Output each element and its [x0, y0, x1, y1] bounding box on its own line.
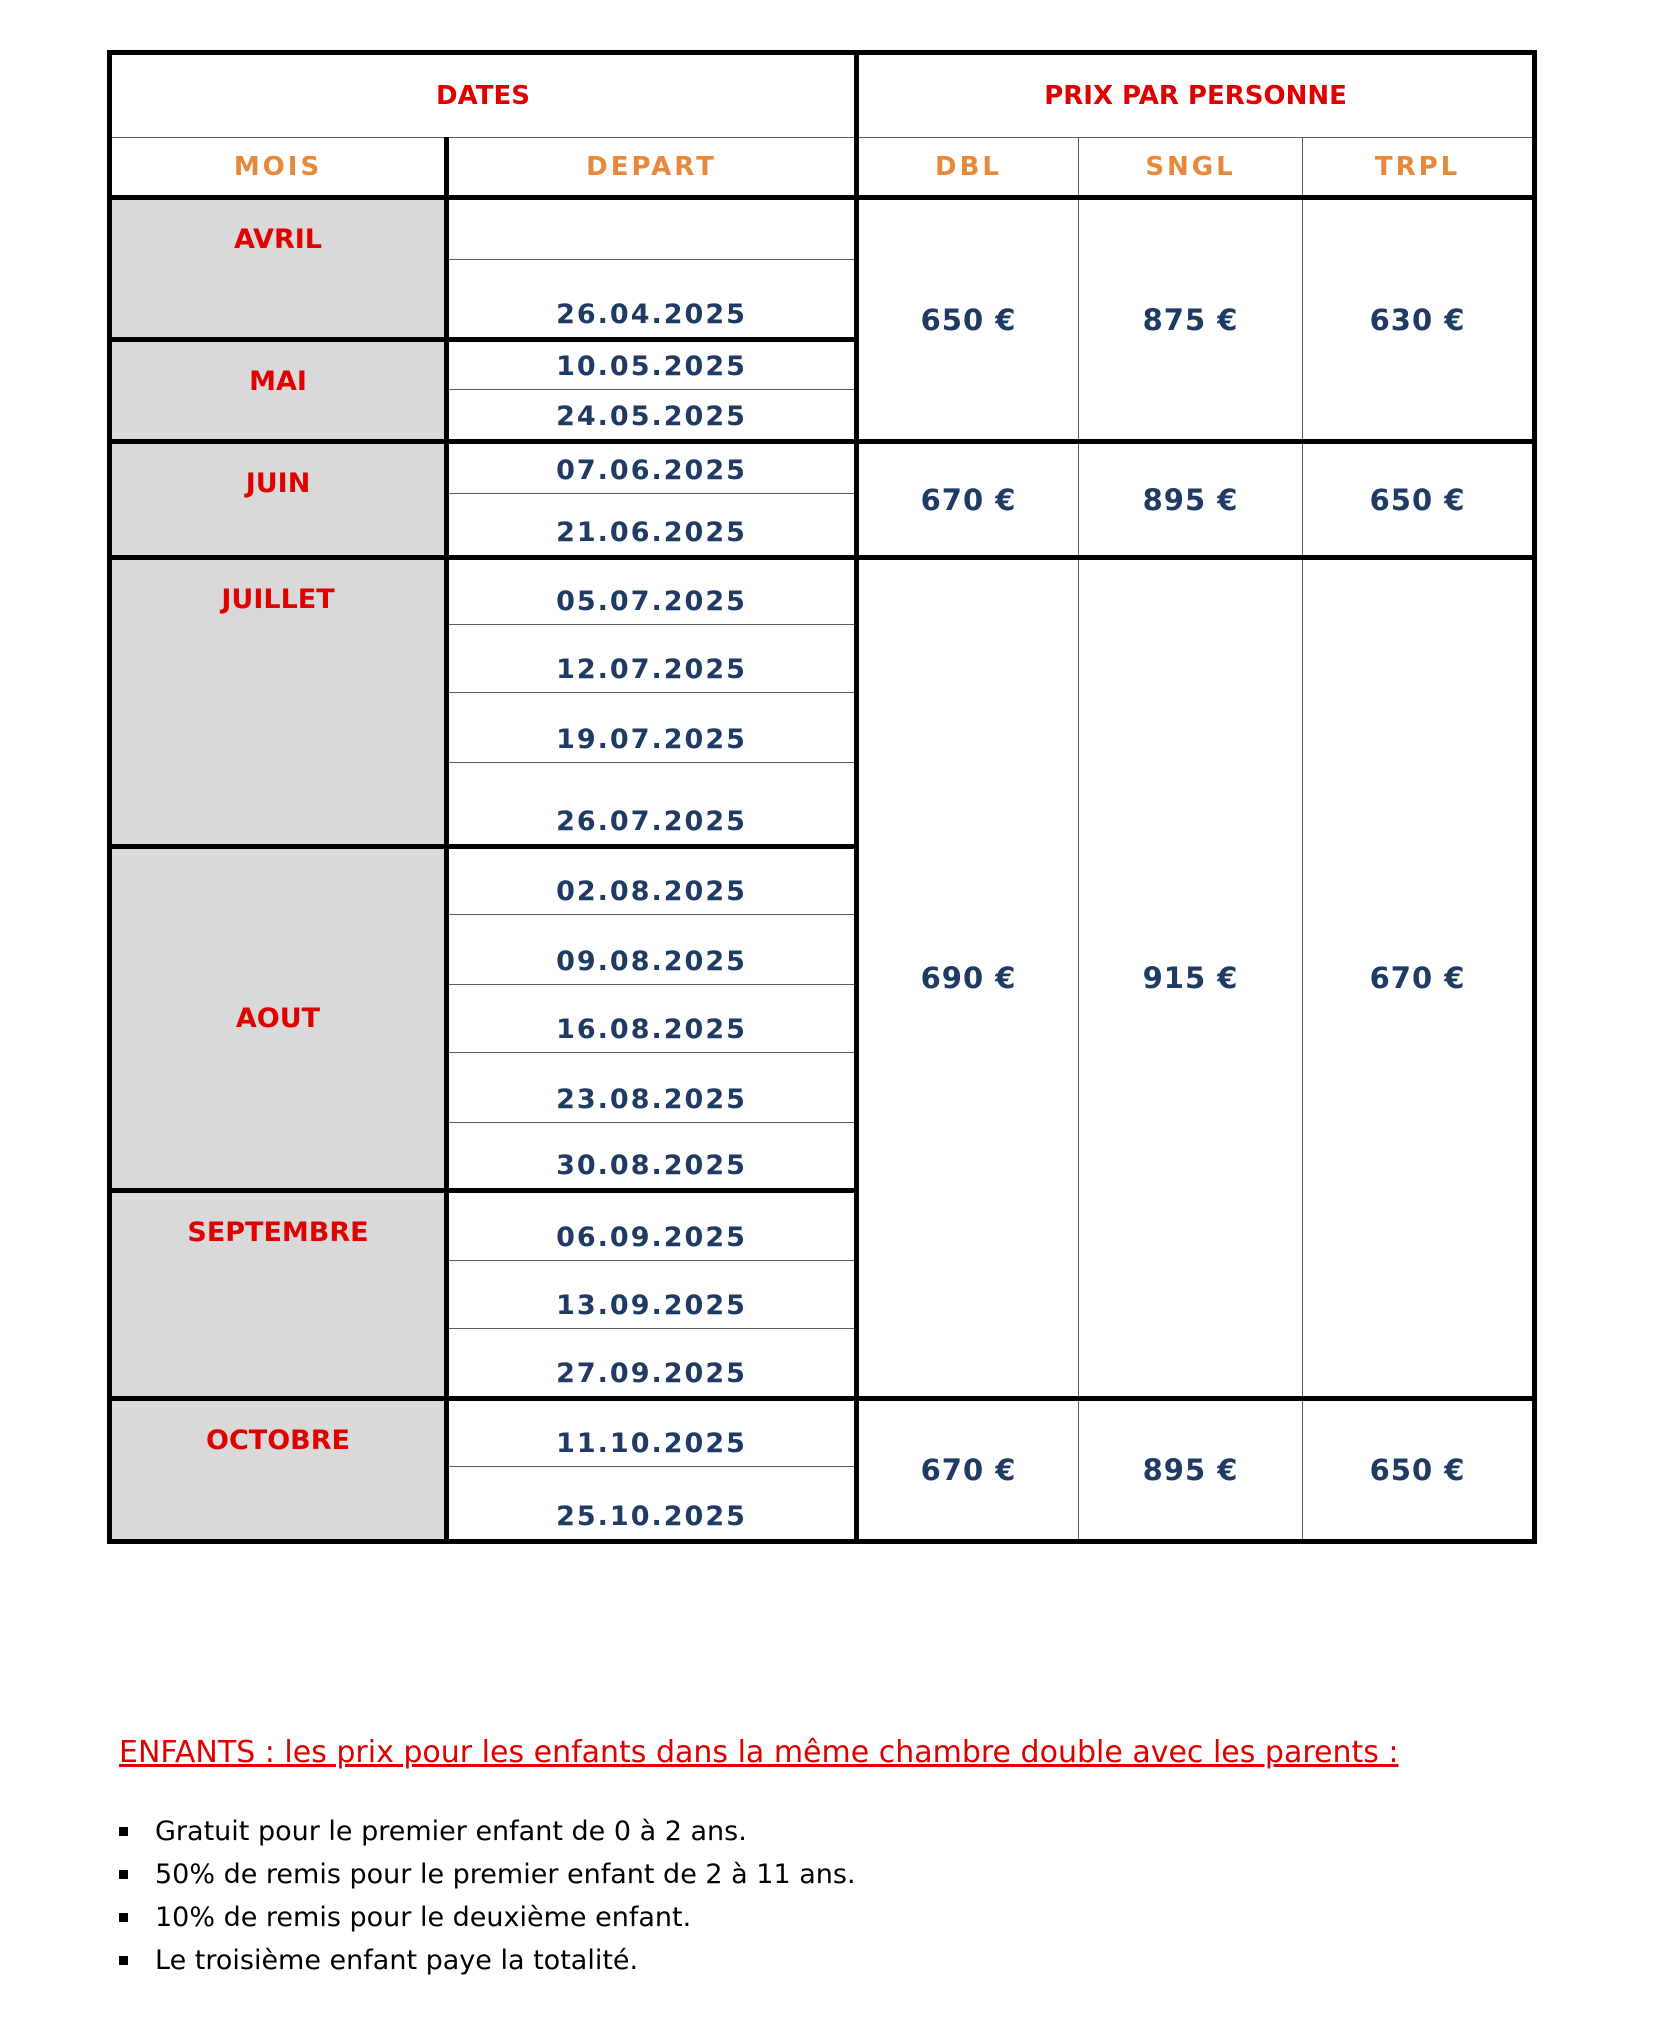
depart-header: DEPART	[447, 138, 857, 198]
date-cell: 13.09.2025	[447, 1261, 857, 1329]
price-dbl-avril-mai: 650 €	[857, 198, 1079, 442]
header-row-sub	[110, 138, 1535, 198]
list-item: Gratuit pour le premier enfant de 0 à 2 ans.	[119, 1810, 1579, 1853]
month-juillet: JUILLET	[110, 558, 447, 847]
date-cell: 02.08.2025	[447, 847, 857, 915]
price-sngl-avril-mai: 875 €	[1079, 198, 1303, 442]
month-aout: AOUT	[110, 847, 447, 1191]
date-cell: 23.08.2025	[447, 1053, 857, 1123]
table-row	[110, 198, 1535, 260]
table-row	[110, 442, 1535, 494]
date-cell: 11.10.2025	[447, 1399, 857, 1467]
date-cell: 12.07.2025	[447, 625, 857, 693]
price-sngl-juillet-septembre: 915 €	[1079, 558, 1303, 1399]
header-row-top	[110, 53, 1535, 138]
date-cell: 27.09.2025	[447, 1329, 857, 1399]
children-title: ENFANTS : les prix pour les enfants dans la même chambre double avec les parents :	[119, 1735, 1399, 1770]
date-cell: 07.06.2025	[447, 442, 857, 494]
price-dbl-juillet-septembre: 690 €	[857, 558, 1079, 1399]
price-sngl-juin: 895 €	[1079, 442, 1303, 558]
trpl-header: TRPL	[1303, 138, 1535, 198]
prix-par-personne-header: PRIX PAR PERSONNE	[857, 53, 1535, 138]
price-trpl-juin: 650 €	[1303, 442, 1535, 558]
date-cell: 21.06.2025	[447, 494, 857, 558]
price-sngl-octobre: 895 €	[1079, 1399, 1303, 1542]
list-item: 50% de remis pour le premier enfant de 2 à 11 ans.	[119, 1853, 1579, 1896]
sngl-header: SNGL	[1079, 138, 1303, 198]
price-dbl-juin: 670 €	[857, 442, 1079, 558]
price-trpl-avril-mai: 630 €	[1303, 198, 1535, 442]
date-cell: 24.05.2025	[447, 390, 857, 442]
list-item: 10% de remis pour le deuxième enfant.	[119, 1896, 1579, 1939]
month-avril: AVRIL	[110, 198, 447, 340]
mois-header: MOIS	[110, 138, 447, 198]
date-cell: 10.05.2025	[447, 340, 857, 390]
table-row	[110, 1399, 1535, 1467]
date-cell: 26.04.2025	[447, 260, 857, 340]
table-row	[110, 558, 1535, 625]
date-cell: 30.08.2025	[447, 1123, 857, 1191]
date-cell: 06.09.2025	[447, 1191, 857, 1261]
date-cell: 19.07.2025	[447, 693, 857, 763]
price-dbl-octobre: 670 €	[857, 1399, 1079, 1542]
month-juin: JUIN	[110, 442, 447, 558]
children-list	[119, 1810, 1579, 1982]
month-mai: MAI	[110, 340, 447, 442]
date-cell: 16.08.2025	[447, 985, 857, 1053]
date-cell: 05.07.2025	[447, 558, 857, 625]
price-table	[107, 50, 1537, 1544]
date-cell: 25.10.2025	[447, 1467, 857, 1542]
month-octobre: OCTOBRE	[110, 1399, 447, 1542]
price-trpl-octobre: 650 €	[1303, 1399, 1535, 1542]
price-trpl-juillet-septembre: 670 €	[1303, 558, 1535, 1399]
date-cell: 09.08.2025	[447, 915, 857, 985]
month-septembre: SEPTEMBRE	[110, 1191, 447, 1399]
date-cell: 26.07.2025	[447, 763, 857, 847]
list-item: Le troisième enfant paye la totalité.	[119, 1939, 1579, 1982]
dates-header: DATES	[110, 53, 857, 138]
children-section	[119, 1735, 1579, 1982]
date-cell	[447, 198, 857, 260]
dbl-header: DBL	[857, 138, 1079, 198]
